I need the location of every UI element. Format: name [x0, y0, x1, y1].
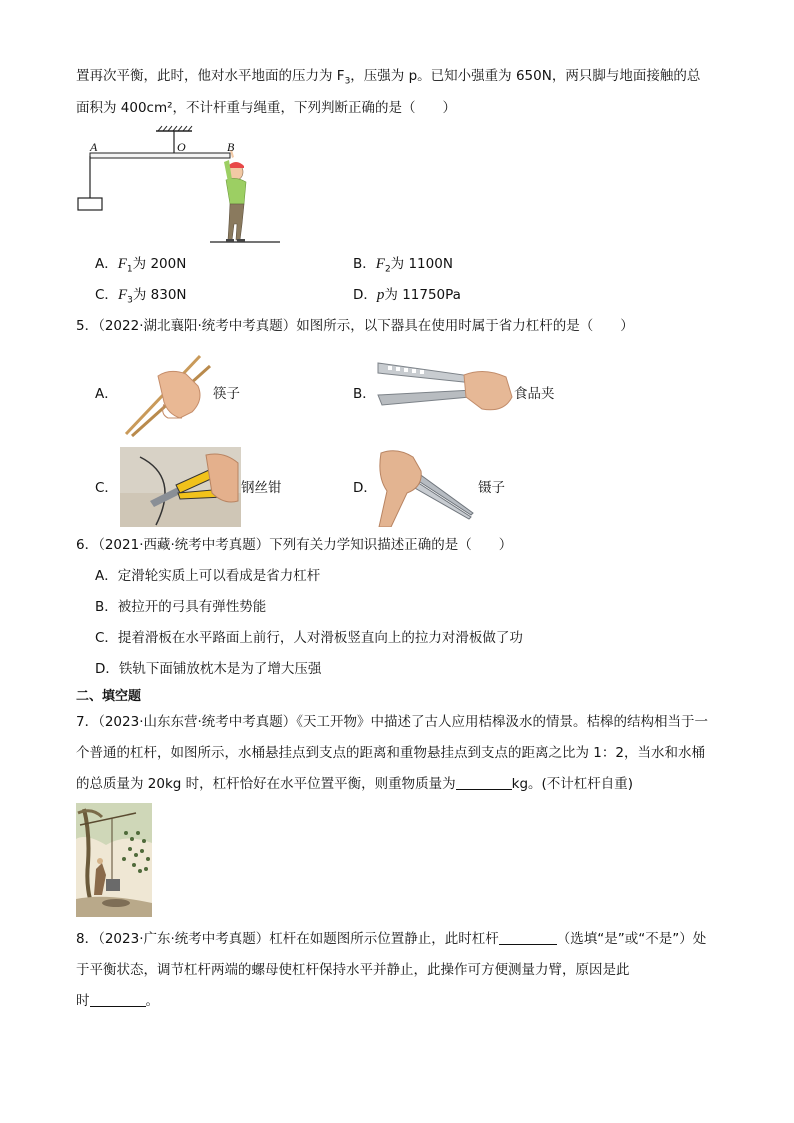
q5-option-a-caption: 筷子	[213, 386, 240, 402]
chopsticks-image[interactable]	[120, 352, 216, 438]
q6-option-d[interactable]: D．铁轨下面铺放枕木是为了增大压强	[95, 661, 322, 677]
q7-stem-line1: 7．（2023·山东东营·统考中考真题）《天工开物》中描述了古人应用桔槔汲水的情景。桔槔的结构相当于一	[76, 714, 709, 730]
q4-option-b[interactable]: B．$F_2$为 1100N	[353, 256, 453, 275]
q5-option-a-letter[interactable]: A．	[95, 386, 118, 402]
q7-answer-blank[interactable]	[456, 775, 512, 790]
q8-stem-line2: 于平衡状态，调节杠杆两端的螺母使杠杆保持水平并静止，此操作可方便测量力臂，原因是此	[76, 962, 630, 978]
person-pulling-icon	[224, 150, 246, 242]
q7-stem-line3: 的总质量为 20kg 时，杠杆恰好在水平位置平衡，则重物质量为 kg。(不计杠杆自重)	[76, 776, 634, 792]
q5-option-d-letter[interactable]: D．	[353, 480, 377, 496]
q5-stem: 5．（2022·湖北襄阳·统考中考真题）如图所示，以下器具在使用时属于省力杠杆的是（ ）	[76, 318, 634, 334]
q8-answer-blank-2[interactable]	[90, 992, 146, 1007]
q7-stem-line2: 个普通的杠杆，如图所示，水桶悬挂点到支点的距离和重物悬挂点到支点的距离之比为 1：2，当水和水桶	[76, 745, 705, 761]
q4-stem-line1: 置再次平衡，此时，他对水平地面的压力为 $F_3$，压强为 p。已知小强重为 650N，两只脚与地面接触的总	[76, 68, 701, 87]
q4-option-d[interactable]: D．p为 11750Pa	[353, 287, 461, 303]
q6-stem: 6．（2021·西藏·统考中考真题）下列有关力学知识描述正确的是（ ）	[76, 537, 513, 553]
q5-option-c-letter[interactable]: C．	[95, 480, 118, 496]
q6-option-a[interactable]: A．定滑轮实质上可以看成是省力杠杆	[95, 568, 321, 584]
q6-option-c[interactable]: C．提着滑板在水平路面上前行，人对滑板竖直向上的拉力对滑板做了功	[95, 630, 523, 646]
section-heading: 二、填空题	[76, 689, 142, 704]
q8-stem-line1: 8．（2023·广东·统考中考真题）杠杆在如题图所示位置静止，此时杠杆 （选填“是”或“不是”）处	[76, 931, 707, 947]
q5-option-b-letter[interactable]: B．	[353, 386, 376, 402]
pliers-image[interactable]	[120, 447, 241, 527]
well-sweep-illustration	[76, 803, 152, 917]
label-b: B	[227, 140, 235, 154]
label-a: A	[90, 140, 98, 154]
q4-stem-line2: 面积为 400cm²，不计杆重与绳重，下列判断正确的是（ ）	[76, 100, 457, 116]
q5-option-d-caption: 镊子	[478, 480, 505, 496]
weight-block	[78, 198, 102, 210]
q5-option-c-caption: 钢丝钳	[241, 480, 282, 496]
q4-option-c[interactable]: C．$F_3$为 830N	[95, 287, 187, 306]
q4-option-a[interactable]: A．$F_1$为 200N	[95, 256, 187, 275]
q6-option-b[interactable]: B．被拉开的弓具有弹性势能	[95, 599, 267, 615]
label-o: O	[177, 140, 186, 154]
q8-stem-line3: 时 。	[76, 993, 159, 1009]
q8-answer-blank-1[interactable]	[499, 930, 557, 945]
tweezers-image[interactable]	[377, 447, 475, 527]
tongs-image[interactable]	[374, 357, 514, 419]
q5-option-b-caption: 食品夹	[514, 386, 555, 402]
